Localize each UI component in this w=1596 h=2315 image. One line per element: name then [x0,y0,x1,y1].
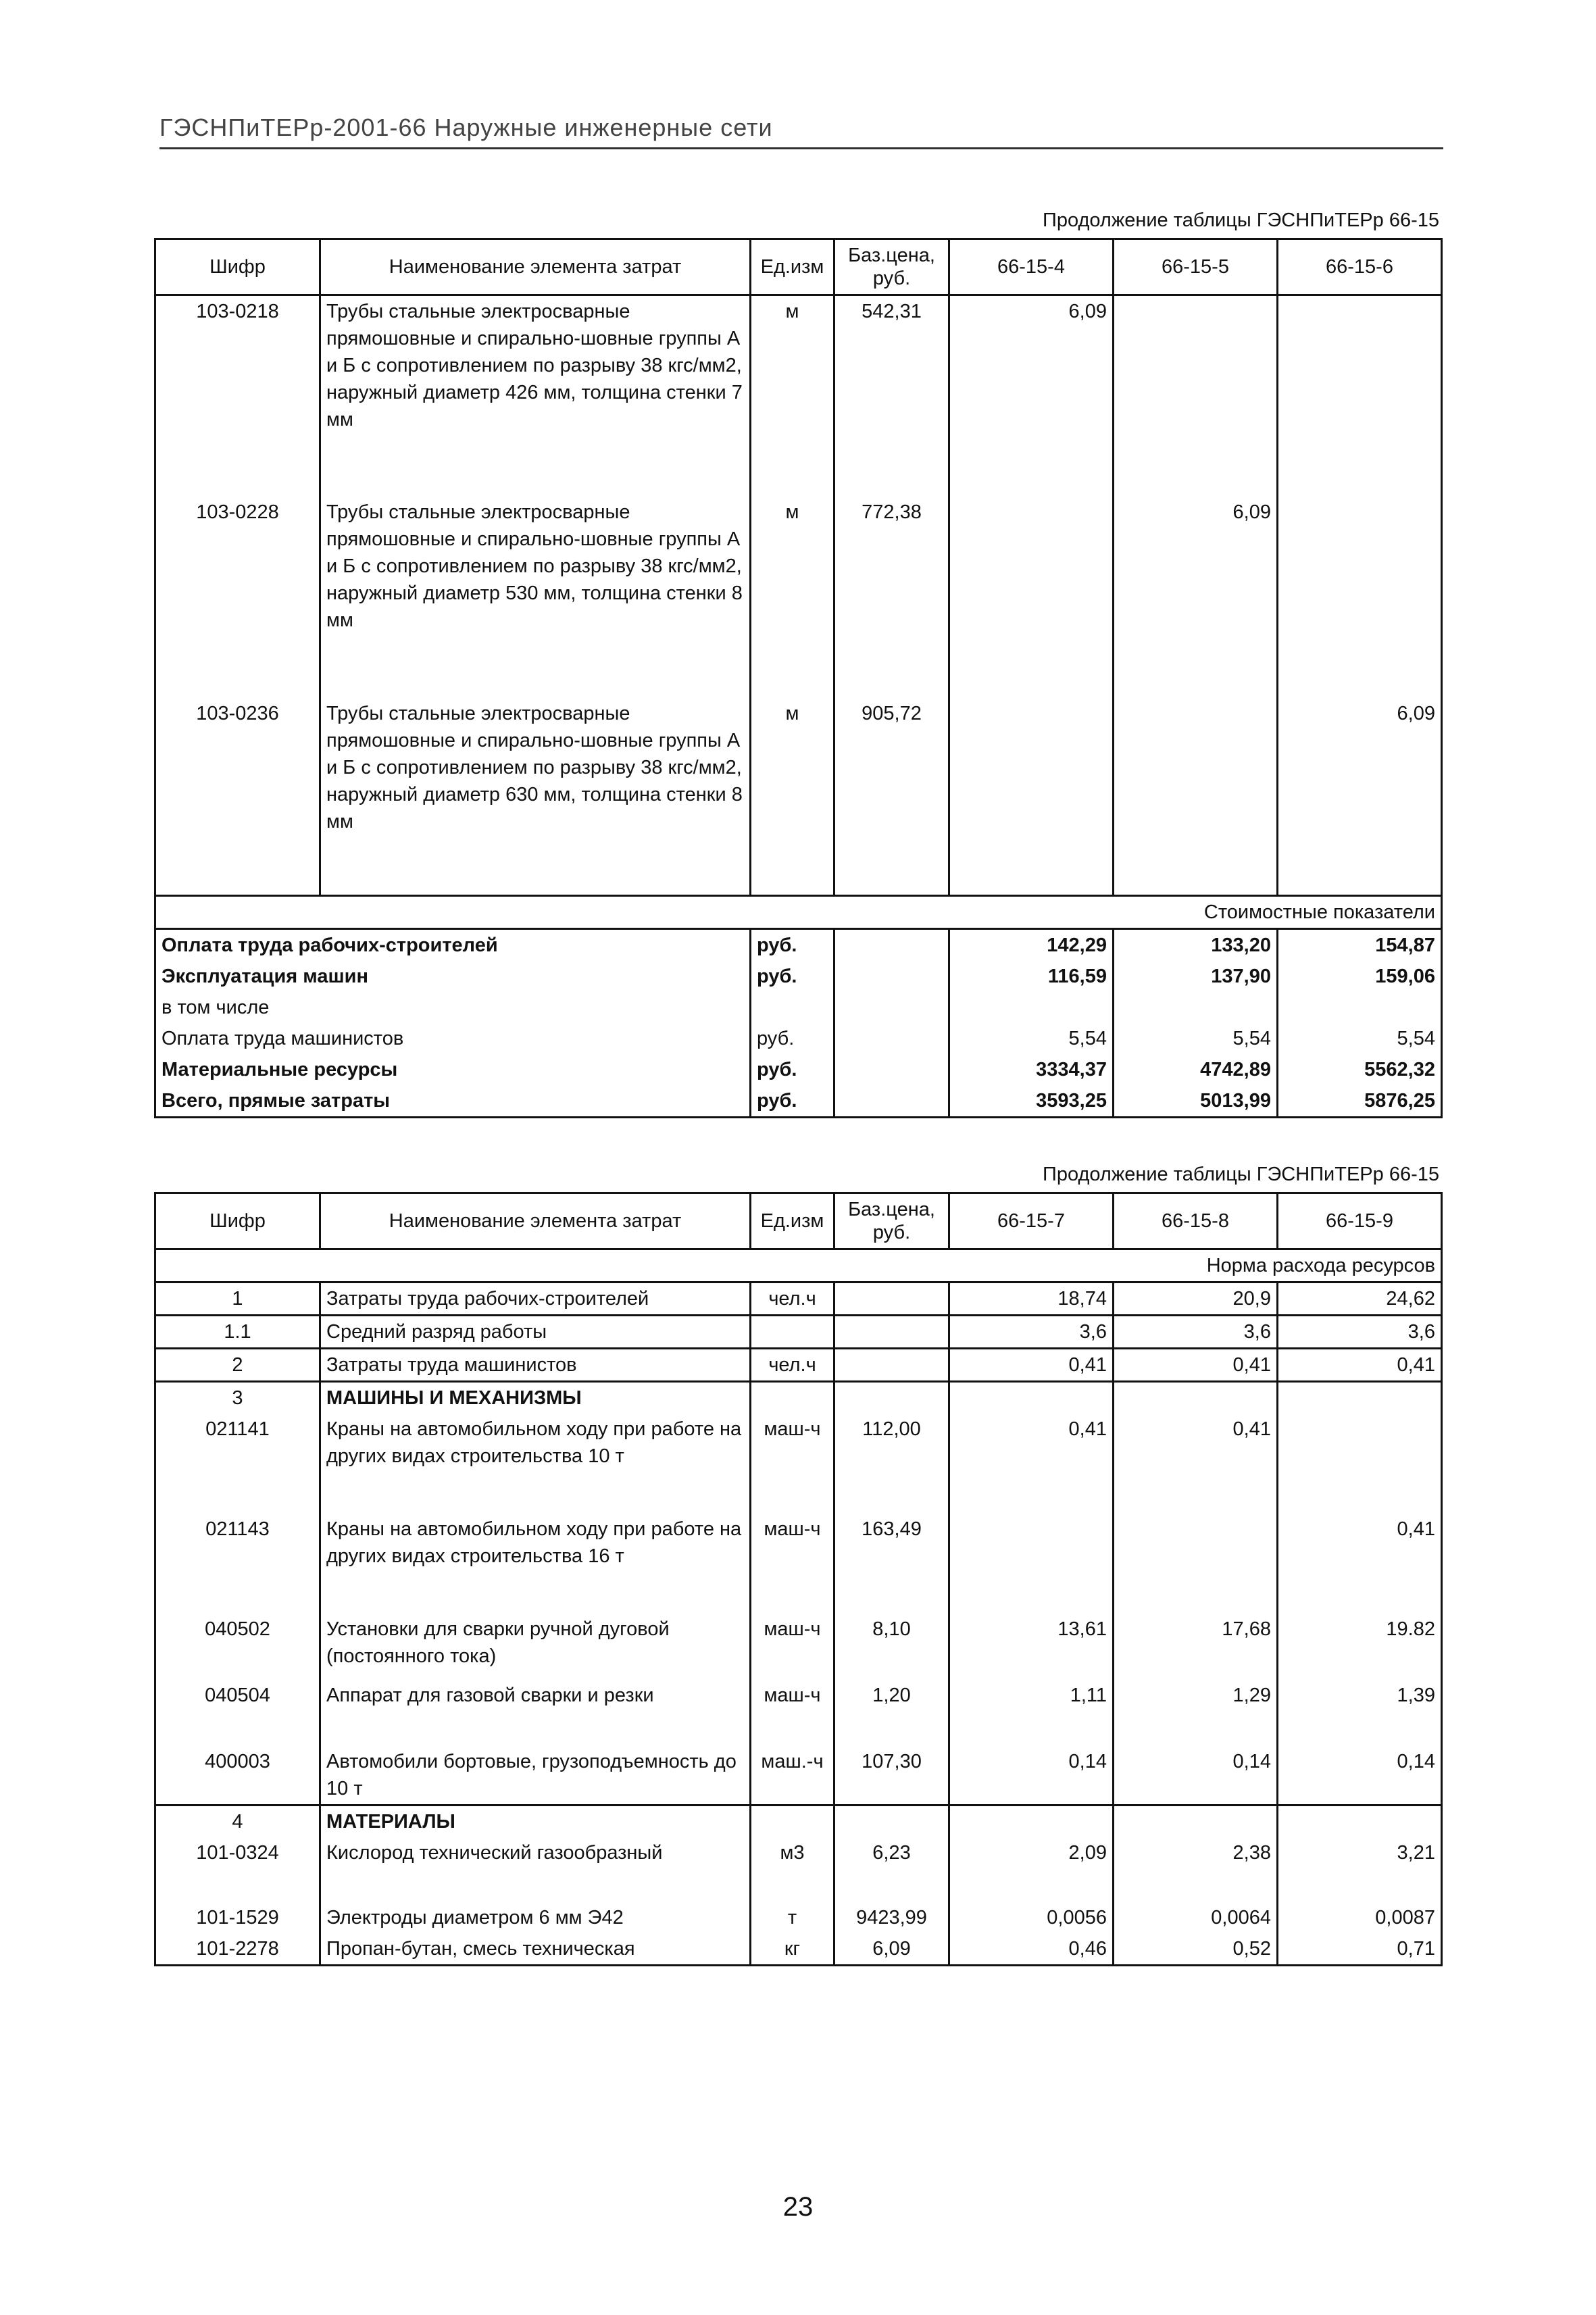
row-unit: маш-ч [751,1614,834,1680]
row-name: Электроды диаметром 6 мм Э42 [320,1902,751,1933]
cost-unit [751,992,834,1023]
row-value: 24,62 [1278,1283,1442,1316]
row-code: 021143 [155,1514,320,1614]
row-price: 9423,99 [834,1902,949,1933]
row-name: Трубы стальные электросварные прямошовные и спирально-шовные группы А и Б с сопротивлением по разрыву 38 кгс/мм2, наружный диаметр 630 мм, толщина стенки 8 мм [320,698,751,896]
table-row [155,1514,1442,1614]
cost-value: 5876,25 [1278,1085,1442,1118]
row-value [1114,295,1278,497]
row-value [949,698,1114,896]
row-value: 0,14 [1278,1746,1442,1806]
row-unit: м [751,497,834,698]
row-code: 1.1 [155,1316,320,1349]
cost-unit: руб. [751,929,834,962]
row-value: 6,09 [1278,698,1442,896]
row-value: 0,41 [1114,1414,1278,1514]
cost-value [1114,992,1278,1023]
section-title: МАТЕРИАЛЫ [320,1806,751,1838]
row-price: 6,09 [834,1933,949,1966]
row-price: 163,49 [834,1514,949,1614]
row-code: 040502 [155,1614,320,1680]
table1 [154,238,1443,1118]
table-row [155,1316,1442,1349]
cost-unit: руб. [751,1085,834,1118]
row-unit: м3 [751,1837,834,1902]
cost-unit: руб. [751,1023,834,1054]
cost-label: Оплата труда рабочих-строителей [155,929,751,962]
table-row [155,1837,1442,1902]
row-unit: чел.ч [751,1283,834,1316]
col-name-header: Наименование элемента затрат [320,239,751,295]
cost-value: 5013,99 [1114,1085,1278,1118]
col-66-15-7-header: 66-15-7 [949,1193,1114,1249]
row-price [834,1316,949,1349]
table-row [155,1349,1442,1382]
row-value: 0,41 [1278,1349,1442,1382]
row-name: Автомобили бортовые, грузоподъемность до 10 т [320,1746,751,1806]
row-name: Краны на автомобильном ходу при работе на других видах строительства 10 т [320,1414,751,1514]
row-unit: м [751,698,834,896]
cost-value: 3334,37 [949,1054,1114,1085]
row-value: 1,39 [1278,1680,1442,1746]
table-row [155,1902,1442,1933]
row-value: 3,6 [1278,1316,1442,1349]
table-row [155,1933,1442,1966]
table-row [155,1614,1442,1680]
row-name: Установки для сварки ручной дуговой (постоянного тока) [320,1614,751,1680]
table1-caption: Продолжение таблицы ГЭСНПиТЕРр 66-15 [1043,209,1439,231]
col-66-15-9-header: 66-15-9 [1278,1193,1442,1249]
table-row [155,497,1442,698]
cost-label: Оплата труда машинистов [155,1023,751,1054]
row-value: 3,6 [1114,1316,1278,1349]
cost-value: 5,54 [1278,1023,1442,1054]
col-66-15-6-header: 66-15-6 [1278,239,1442,295]
row-unit: м [751,295,834,497]
row-value: 0,71 [1278,1933,1442,1966]
row-value: 0,41 [949,1414,1114,1514]
table-row [155,1283,1442,1316]
row-price [834,1349,949,1382]
row-value: 2,38 [1114,1837,1278,1902]
table2-header-row [155,1193,1442,1249]
cost-row [155,961,1442,992]
cost-row [155,992,1442,1023]
cost-label: Эксплуатация машин [155,961,751,992]
row-name: Пропан-бутан, смесь техническая [320,1933,751,1966]
row-value: 1,11 [949,1680,1114,1746]
row-value [1278,497,1442,698]
norm-header-row [155,1249,1442,1283]
row-value [949,1514,1114,1614]
row-price: 542,31 [834,295,949,497]
table1-header-row [155,239,1442,295]
row-value [949,497,1114,698]
row-code: 2 [155,1349,320,1382]
row-value: 0,52 [1114,1933,1278,1966]
col-price-header: Баз.цена, руб. [834,1193,949,1249]
row-unit: маш-ч [751,1514,834,1614]
cost-value: 3593,25 [949,1085,1114,1118]
norm-header-label: Норма расхода ресурсов [155,1249,1442,1283]
row-value: 0,0056 [949,1902,1114,1933]
row-code: 021141 [155,1414,320,1514]
cost-unit: руб. [751,1054,834,1085]
section-row [155,1806,1442,1838]
table2-caption: Продолжение таблицы ГЭСНПиТЕРр 66-15 [1043,1164,1439,1185]
row-value: 1,29 [1114,1680,1278,1746]
row-unit: т [751,1902,834,1933]
row-code: 101-1529 [155,1902,320,1933]
row-value [1278,1414,1442,1514]
row-price [834,1283,949,1316]
cost-value: 116,59 [949,961,1114,992]
row-unit: чел.ч [751,1349,834,1382]
row-value: 0,41 [949,1349,1114,1382]
col-66-15-5-header: 66-15-5 [1114,239,1278,295]
row-name: Аппарат для газовой сварки и резки [320,1680,751,1746]
cost-indicators-header-row [155,896,1442,929]
row-code: 1 [155,1283,320,1316]
cost-value: 142,29 [949,929,1114,962]
row-code: 103-0228 [155,497,320,698]
row-value: 6,09 [949,295,1114,497]
row-unit: маш.-ч [751,1746,834,1806]
row-price: 8,10 [834,1614,949,1680]
header-rule [159,147,1443,149]
row-price: 772,38 [834,497,949,698]
section-row [155,1382,1442,1414]
table-row [155,295,1442,497]
table2 [154,1192,1443,1966]
row-value: 0,14 [1114,1746,1278,1806]
row-code: 400003 [155,1746,320,1806]
table-row [155,1414,1442,1514]
row-value [1114,698,1278,896]
row-unit: маш-ч [751,1414,834,1514]
col-code-header: Шифр [155,239,320,295]
cost-value: 5,54 [1114,1023,1278,1054]
cost-value: 5562,32 [1278,1054,1442,1085]
col-name-header: Наименование элемента затрат [320,1193,751,1249]
cost-row [155,1085,1442,1118]
col-66-15-8-header: 66-15-8 [1114,1193,1278,1249]
cost-label: в том числе [155,992,751,1023]
row-value: 13,61 [949,1614,1114,1680]
table-row [155,1746,1442,1806]
col-code-header: Шифр [155,1193,320,1249]
cost-value: 159,06 [1278,961,1442,992]
row-name: Средний разряд работы [320,1316,751,1349]
row-value: 2,09 [949,1837,1114,1902]
row-value [1278,295,1442,497]
row-value: 0,0087 [1278,1902,1442,1933]
table-row [155,698,1442,896]
cost-label: Материальные ресурсы [155,1054,751,1085]
running-header: ГЭСНПиТЕРр-2001-66 Наружные инженерные сети [159,114,773,141]
row-code: 4 [155,1806,320,1838]
col-price-header: Баз.цена, руб. [834,239,949,295]
section-title: МАШИНЫ И МЕХАНИЗМЫ [320,1382,751,1414]
row-price: 107,30 [834,1746,949,1806]
table-row [155,1680,1442,1746]
cost-value: 133,20 [1114,929,1278,962]
cost-value [1278,992,1442,1023]
page-number: 23 [782,2192,814,2222]
cost-unit: руб. [751,961,834,992]
row-unit: маш-ч [751,1680,834,1746]
row-unit [751,1316,834,1349]
cost-row [155,1054,1442,1085]
row-value: 18,74 [949,1283,1114,1316]
cost-label: Всего, прямые затраты [155,1085,751,1118]
row-code: 103-0236 [155,698,320,896]
cost-value: 4742,89 [1114,1054,1278,1085]
cost-row [155,1023,1442,1054]
cost-row [155,929,1442,962]
row-value: 0,14 [949,1746,1114,1806]
row-code: 040504 [155,1680,320,1746]
row-name: Краны на автомобильном ходу при работе на других видах строительства 16 т [320,1514,751,1614]
cost-value: 154,87 [1278,929,1442,962]
row-value: 0,41 [1114,1349,1278,1382]
cost-value: 137,90 [1114,961,1278,992]
row-value: 0,46 [949,1933,1114,1966]
row-code: 103-0218 [155,295,320,497]
row-value: 6,09 [1114,497,1278,698]
row-code: 101-0324 [155,1837,320,1902]
row-name: Затраты труда машинистов [320,1349,751,1382]
row-name: Затраты труда рабочих-строителей [320,1283,751,1316]
row-price: 905,72 [834,698,949,896]
row-name: Трубы стальные электросварные прямошовные и спирально-шовные группы А и Б с сопротивлением по разрыву 38 кгс/мм2, наружный диаметр 530 мм, толщина стенки 8 мм [320,497,751,698]
row-code: 101-2278 [155,1933,320,1966]
row-name: Трубы стальные электросварные прямошовные и спирально-шовные группы А и Б с сопротивлением по разрыву 38 кгс/мм2, наружный диаметр 426 мм, толщина стенки 7 мм [320,295,751,497]
cost-value: 5,54 [949,1023,1114,1054]
row-value [1114,1514,1278,1614]
row-price: 112,00 [834,1414,949,1514]
row-code: 3 [155,1382,320,1414]
row-value: 3,21 [1278,1837,1442,1902]
col-66-15-4-header: 66-15-4 [949,239,1114,295]
cost-indicators-label: Стоимостные показатели [155,896,1442,929]
row-name: Кислород технический газообразный [320,1837,751,1902]
col-unit-header: Ед.изм [751,239,834,295]
row-price: 1,20 [834,1680,949,1746]
row-value: 3,6 [949,1316,1114,1349]
row-value: 0,41 [1278,1514,1442,1614]
row-value: 20,9 [1114,1283,1278,1316]
row-value: 19.82 [1278,1614,1442,1680]
row-price: 6,23 [834,1837,949,1902]
row-value: 17,68 [1114,1614,1278,1680]
row-value: 0,0064 [1114,1902,1278,1933]
row-unit: кг [751,1933,834,1966]
cost-value [949,992,1114,1023]
col-unit-header: Ед.изм [751,1193,834,1249]
